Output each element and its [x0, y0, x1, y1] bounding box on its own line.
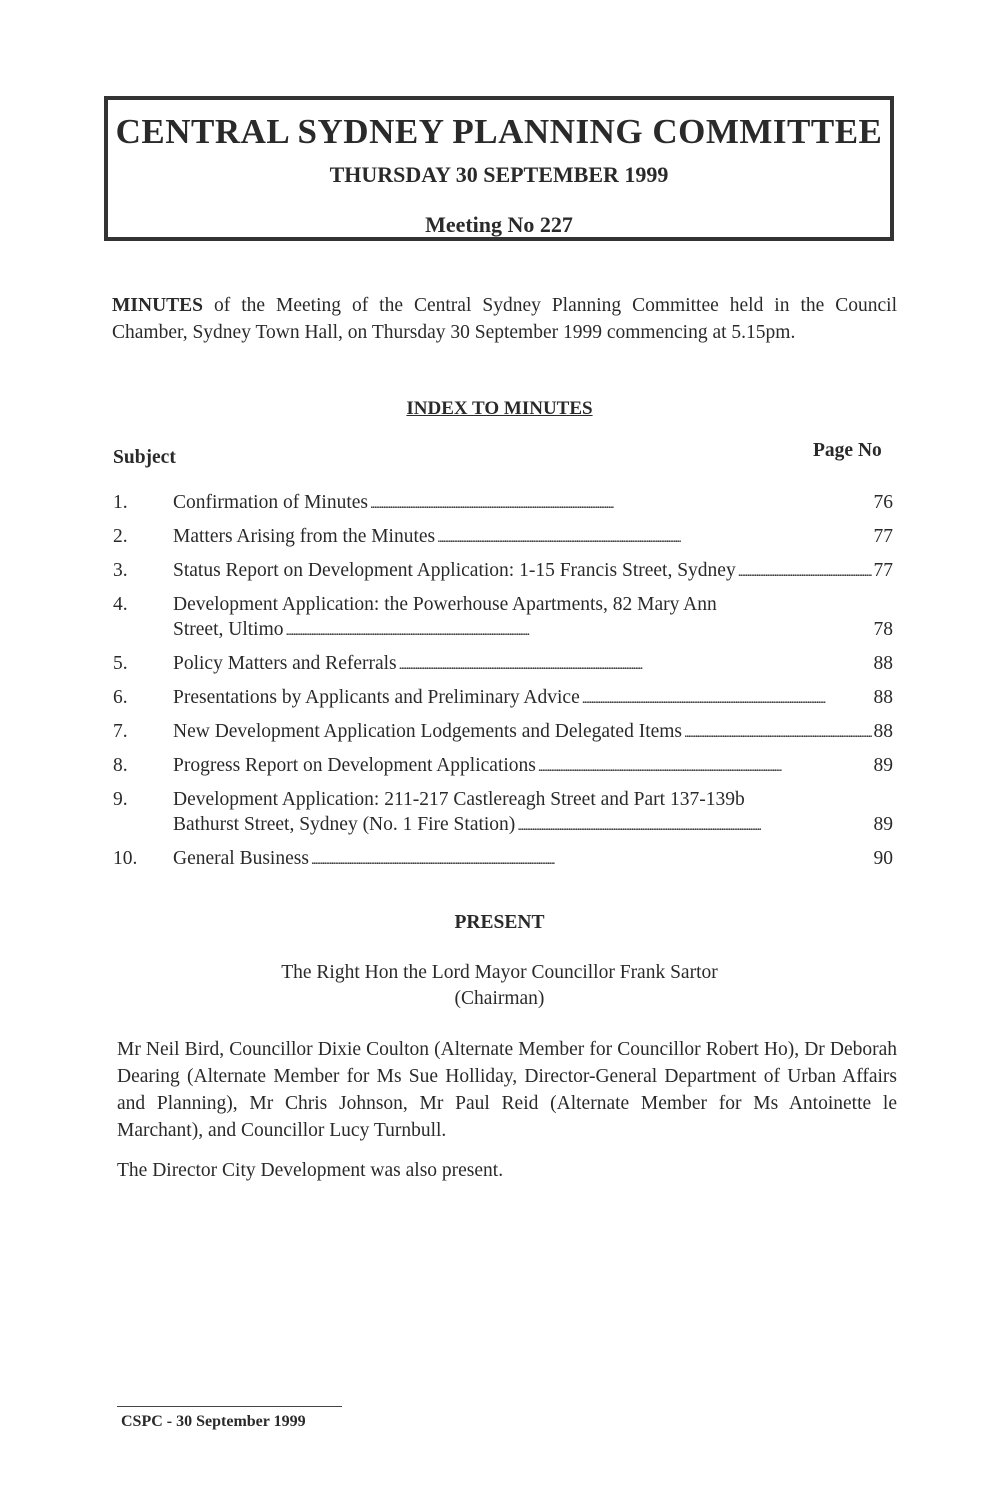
- index-item-page: 77: [873, 526, 893, 547]
- meeting-date: THURSDAY 30 SEPTEMBER 1999: [329, 162, 669, 187]
- index-item-text-line: Development Application: the Powerhouse Apartments, 82 Mary Ann: [173, 594, 717, 615]
- index-item: [113, 651, 893, 678]
- index-item-line: [173, 685, 893, 712]
- dot-leader: [311, 846, 872, 873]
- index-item-line: [173, 812, 893, 839]
- index-item-subject: General Business: [173, 848, 309, 869]
- index-item-page: 88: [873, 721, 893, 742]
- dot-leader: [286, 617, 872, 644]
- index-item: [113, 787, 893, 839]
- page-no-column-label: Page No: [813, 440, 882, 461]
- index-item-page: 88: [873, 687, 893, 708]
- index-item: [113, 592, 893, 644]
- index-item-subject: Matters Arising from the Minutes: [173, 526, 436, 547]
- index-item: [113, 524, 893, 551]
- intro-paragraph: [112, 292, 897, 346]
- index-item-line: [173, 719, 893, 746]
- index-item-body: [173, 685, 893, 712]
- index-item-body: [173, 490, 893, 517]
- index-item-line: [173, 651, 893, 678]
- index-item-body: [173, 651, 893, 678]
- index-item-number: 4.: [113, 594, 128, 615]
- index-item-line: [173, 558, 893, 585]
- index-item-text-line: Development Application: 211-217 Castlereagh Street and Part 137-139b: [173, 789, 745, 810]
- index-item-number: 2.: [113, 526, 128, 547]
- index-item: [113, 558, 893, 585]
- index-item-line: [173, 524, 893, 551]
- index-item-page: 76: [873, 492, 893, 513]
- index-item-subject: Presentations by Applicants and Preliminary Advice: [173, 687, 580, 708]
- index-item-subject: Policy Matters and Referrals: [173, 653, 397, 674]
- index-item-page: 89: [873, 814, 893, 835]
- index-item-line: [173, 846, 893, 873]
- chairman-role: (Chairman): [454, 988, 545, 1009]
- index-item-number: 8.: [113, 755, 128, 776]
- index-item-line: [173, 617, 893, 644]
- index-item: [113, 753, 893, 780]
- present-heading: PRESENT: [454, 912, 545, 933]
- index-item-number: 5.: [113, 653, 128, 674]
- dot-leader: [684, 719, 871, 746]
- committee-title: CENTRAL SYDNEY PLANNING COMMITTEE: [115, 112, 883, 151]
- title-box: [104, 96, 894, 241]
- index-item-subject: Street, Ultimo: [173, 619, 284, 640]
- index-item-number: 10.: [113, 848, 138, 869]
- index-item-line: [173, 753, 893, 780]
- dot-leader: [399, 651, 872, 678]
- meeting-number: Meeting No 227: [425, 212, 573, 237]
- index-item-page: 90: [873, 848, 893, 869]
- chairman-name: The Right Hon the Lord Mayor Councillor Frank Sartor: [281, 962, 718, 983]
- index-item-body: [173, 524, 893, 551]
- intro-text: of the Meeting of the Central Sydney Planning Committee held in the Council Chamber, Sydney Town Hall, on Thursday 30 September 1999 commencing at 5.15pm.: [112, 295, 897, 343]
- index-item-number: 9.: [113, 789, 128, 810]
- footer-rule: [117, 1406, 342, 1407]
- index-item-page: 88: [873, 653, 893, 674]
- index-item-body: [173, 558, 893, 585]
- index-item: [113, 685, 893, 712]
- index-item-subject: New Development Application Lodgements and Delegated Items: [173, 721, 683, 742]
- footer-text: CSPC - 30 September 1999: [121, 1413, 306, 1430]
- index-heading: INDEX TO MINUTES: [406, 398, 593, 419]
- index-item: [113, 490, 893, 517]
- index-item-body: [173, 753, 893, 780]
- index-list: [113, 490, 893, 880]
- intro-lead: MINUTES: [112, 295, 204, 316]
- dot-leader: [370, 490, 872, 517]
- index-item-body: [173, 592, 893, 644]
- index-item-number: 1.: [113, 492, 128, 513]
- index-item-page: 77: [873, 560, 893, 581]
- index-item-subject: Confirmation of Minutes: [173, 492, 368, 513]
- index-item-body: [173, 846, 893, 873]
- index-item-subject: Progress Report on Development Applications: [173, 755, 536, 776]
- subject-column-label: Subject: [113, 447, 176, 468]
- dot-leader: [538, 753, 872, 780]
- index-item: [113, 846, 893, 873]
- chairman-block: [0, 960, 999, 1012]
- index-item-page: 78: [873, 619, 893, 640]
- dot-leader: [437, 524, 871, 551]
- index-item-page: 89: [873, 755, 893, 776]
- dot-leader: [738, 558, 872, 585]
- index-item-body: [173, 787, 893, 839]
- director-note: The Director City Development was also present.: [117, 1160, 504, 1181]
- dot-leader: [517, 812, 871, 839]
- index-item: [113, 719, 893, 746]
- index-item-number: 7.: [113, 721, 128, 742]
- index-item-body: [173, 719, 893, 746]
- dot-leader: [582, 685, 872, 712]
- index-item-subject: Status Report on Development Application: 1-15 Francis Street, Sydney: [173, 560, 736, 581]
- members-present: Mr Neil Bird, Councillor Dixie Coulton (Alternate Member for Councillor Robert Ho), Dr Deborah Dearing (Alternate Member for Ms Sue Holliday, Director-General Department of Urban Affairs and Planning), Mr Chris Johnson, Mr Paul Reid (Alternate Member for Ms Antoinette le Marchant), and Councillor Lucy Turnbull.: [117, 1039, 897, 1141]
- index-item-number: 3.: [113, 560, 128, 581]
- index-item-number: 6.: [113, 687, 128, 708]
- index-item-line: [173, 490, 893, 517]
- index-item-subject: Bathurst Street, Sydney (No. 1 Fire Station): [173, 814, 516, 835]
